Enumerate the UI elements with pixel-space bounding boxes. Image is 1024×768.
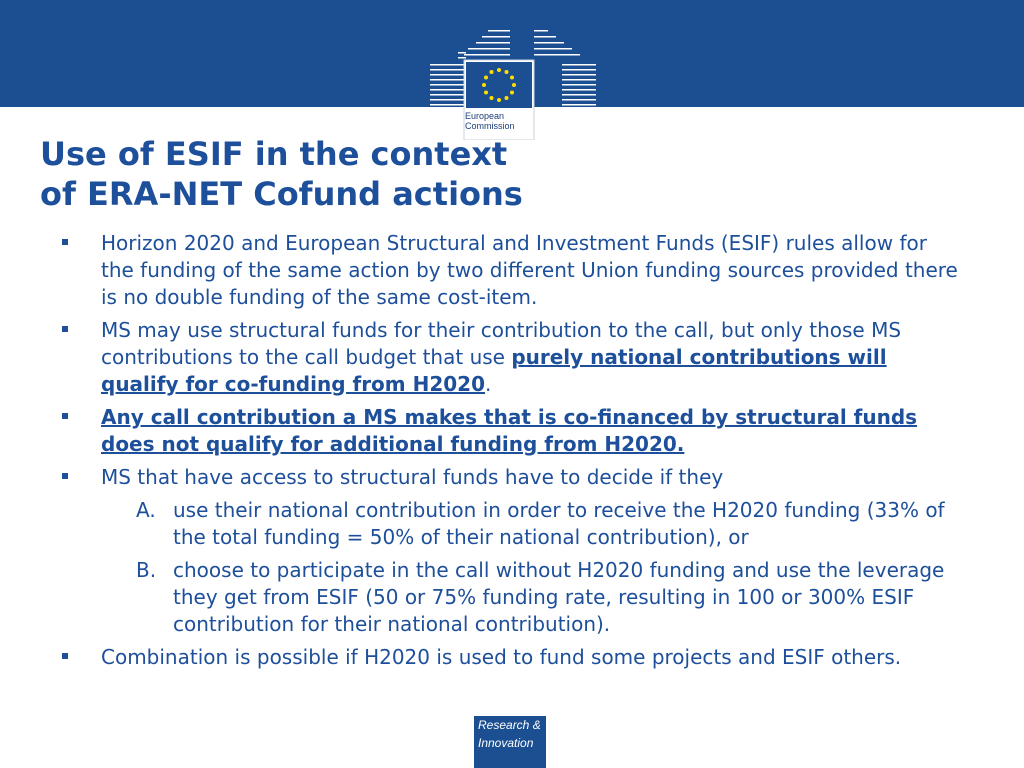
title-line-1: Use of ESIF in the context <box>40 135 508 173</box>
bullet-item <box>62 230 962 311</box>
sub-item-label: B. <box>136 558 157 582</box>
title-line-2: of ERA-NET Cofund actions <box>40 175 523 213</box>
sub-list-item <box>62 557 962 638</box>
square-bullet-icon <box>62 473 68 479</box>
badge-line-2: Innovation <box>478 736 534 750</box>
badge-text <box>478 716 541 752</box>
square-bullet-icon <box>62 653 68 659</box>
square-bullet-icon <box>62 239 68 245</box>
square-bullet-icon <box>62 413 68 419</box>
bullet-item <box>62 644 962 671</box>
badge-line-1: Research & <box>478 718 541 732</box>
slide-title <box>40 134 523 214</box>
bullet-text: MS that have access to structural funds have to decide if they <box>101 465 724 489</box>
logo-line-1: European <box>465 111 505 121</box>
bullet-text: Horizon 2020 and European Structural and Investment Funds (ESIF) rules allow for the funding of the same action by two different Union funding sources provided there is no double funding of the same cost-item. <box>101 231 958 309</box>
sub-item-label: A. <box>136 498 156 522</box>
bullet-item <box>62 317 962 398</box>
purely-national-link[interactable]: purely national contributions will qualify for co-funding from H2020 <box>101 345 887 396</box>
bullet-item <box>62 404 962 458</box>
sub-item-text: use their national contribution in order to receive the H2020 funding (33% of the total funding = 50% of their national contribution), or <box>173 498 945 549</box>
research-innovation-badge <box>474 716 546 768</box>
bullet-text-end: . <box>485 372 492 396</box>
square-bullet-icon <box>62 326 68 332</box>
logo-line-2: Commission <box>465 121 515 131</box>
sub-list-item <box>62 497 962 551</box>
bullet-item <box>62 464 962 491</box>
bullet-list <box>62 230 962 677</box>
sub-list <box>62 497 962 638</box>
logo-text <box>465 111 533 131</box>
bullet-text: Combination is possible if H2020 is used to fund some projects and ESIF others. <box>101 645 902 669</box>
sub-item-text: choose to participate in the call without H2020 funding and use the leverage they get from ESIF (50 or 75% funding rate, resulting in 100 or 300% ESIF contribution for their national contribution). <box>173 558 945 636</box>
bullet-text: MS may use structural funds for their contribution to the call, but only those MS contributions to the call budget that use <box>101 318 902 369</box>
structural-funds-link[interactable]: Any call contribution a MS makes that is co-financed by structural funds does not qualify for additional funding from H2020. <box>101 405 918 456</box>
